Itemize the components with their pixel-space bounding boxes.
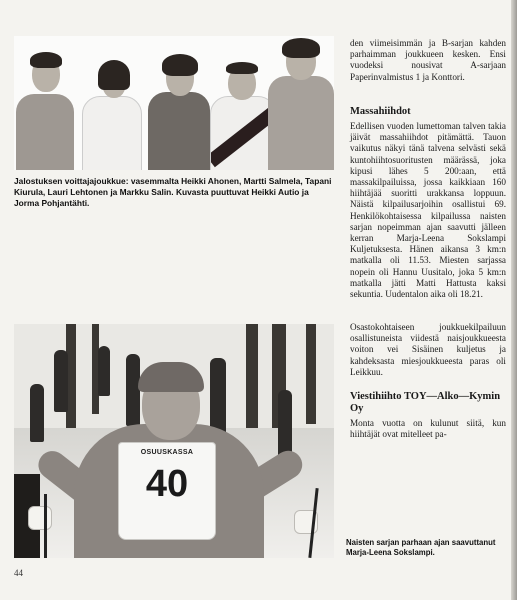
- article-paragraph: den viimeisimmän ja B-sarjan kahden parhaimman joukkueen kesken. Ensi vuodeksi nousivat A-sarjaan Paperinvalmistus 1 ja Konttori.: [350, 38, 506, 82]
- skier-photo: [14, 324, 334, 558]
- article-paragraph: Osastokohtaiseen joukkuekilpailuun osallistuneista viidestä naisjoukkueesta voiton vei Sisäinen kuljetus ja kahdeksasta miesjoukkueesta paras oli Leikkuu.: [350, 322, 506, 377]
- article-paragraph: Edellisen vuoden lumettoman talven takia jäivät massahiihdot pitämättä. Tauon vaikutus näkyi tänä talvena selvästi sekä kuntohiihtosuoritusten määrässä, joka kipusi lähes 5 200:aan, että massakilpailuissa, jossa kaikkiaan 160 hiihtäjää suoritti urakkansa loppuun. Näistä kilpailusarjoihin osallistui 69. Henkilökohtaisessa kilpailussa naisten sarjan nopeimman ajan saavutti jälleen kerran Marja-Leena Sokslampi Kuljetuksesta. Hänen aikansa 3 km:n matkalla oli 11.53. Miesten sarjassa nopein oli Hannu Uusitalo, joka 5 km:n matkalla jätti Matti Hattusta kaksi sekuntia. Uudentalon aika oli 18.21.: [350, 121, 506, 300]
- heading-massahiihdot: Massahiihdot: [350, 106, 411, 117]
- heading-viestihiihto: Viestihiihto TOY—Alko—Kymin Oy: [350, 391, 501, 414]
- skier-photo-caption: Naisten sarjan parhaan ajan saavuttanut Marja-Leena Sokslampi.: [346, 538, 496, 557]
- page-number: 44: [14, 568, 23, 578]
- article-body-2: [350, 322, 506, 378]
- team-member-figure: [268, 36, 334, 170]
- race-bib: [118, 442, 216, 540]
- bib-number: 40: [145, 463, 189, 505]
- article-body-3: [350, 418, 506, 440]
- skier-cap: [138, 362, 204, 392]
- team-member-figure: [210, 36, 274, 170]
- team-member-figure: [80, 36, 142, 170]
- article-paragraph: Monta vuotta on kulunut siitä, kun hiihtäjät ovat mitelleet pa-: [350, 418, 506, 440]
- page-spine-shadow: [511, 0, 517, 600]
- team-photo-caption: Jalostuksen voittajajoukkue: vasemmalta Heikki Ahonen, Martti Salmela, Tapani Kiurula, Lauri Lehtonen ja Markku Salin. Kuvasta puuttuvat Heikki Autio ja Jorma Pohjantähti.: [14, 176, 332, 208]
- article-intro: [350, 38, 506, 83]
- team-member-figure: [146, 36, 212, 170]
- glove: [28, 506, 52, 530]
- article-body-1: [350, 121, 506, 300]
- ski-pole: [44, 494, 47, 558]
- team-member-figure: [16, 36, 76, 170]
- team-photo: [14, 36, 334, 170]
- bib-sponsor: OSUUSKASSA: [140, 449, 194, 456]
